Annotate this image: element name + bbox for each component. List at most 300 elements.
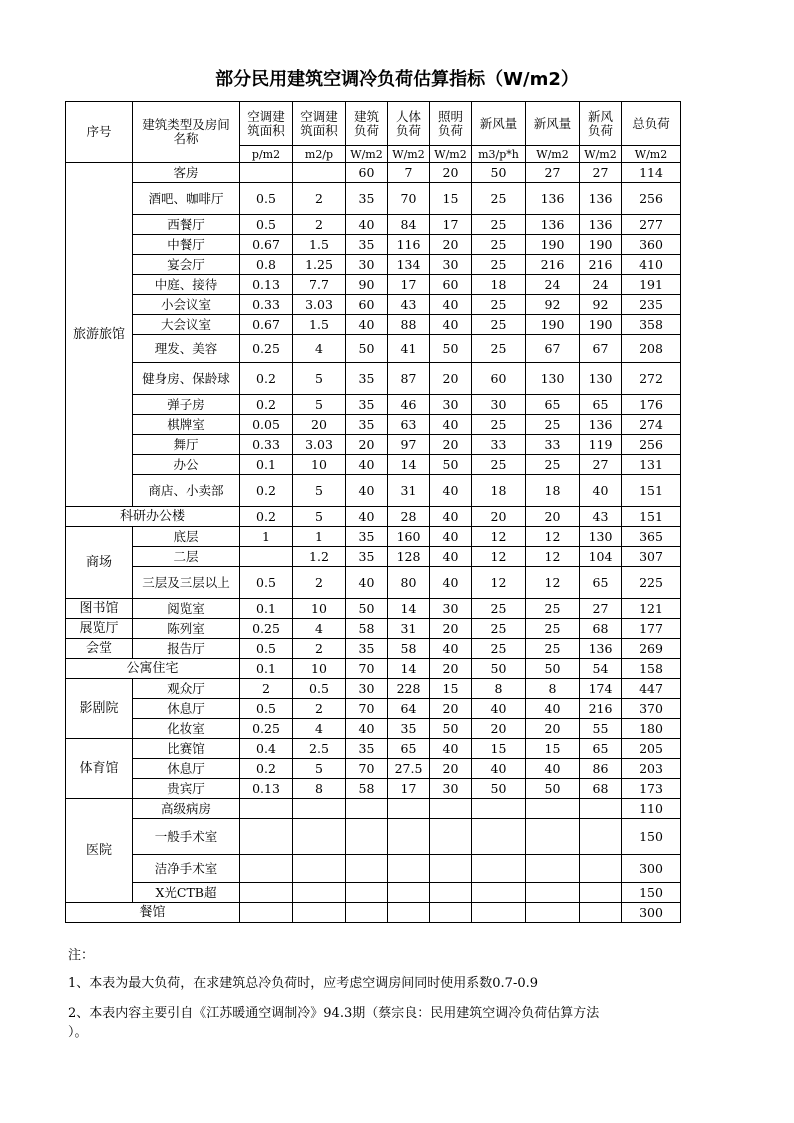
value-cell: 0.13	[240, 779, 293, 799]
value-cell	[526, 883, 580, 903]
value-cell	[388, 819, 430, 855]
category-cell: 体育馆	[66, 739, 133, 799]
value-cell: 25	[472, 215, 526, 235]
table-row	[66, 903, 681, 923]
value-cell	[526, 855, 580, 883]
value-cell: 0.5	[240, 567, 293, 599]
value-cell: 1.25	[293, 255, 346, 275]
room-name-cell: 洁净手术室	[133, 855, 240, 883]
value-cell: 1.5	[293, 235, 346, 255]
value-cell: 17	[430, 215, 472, 235]
category-cell: 科研办公楼	[66, 507, 240, 527]
value-cell	[430, 855, 472, 883]
value-cell: 4	[293, 719, 346, 739]
value-cell	[430, 799, 472, 819]
room-name-cell: 观众厅	[133, 679, 240, 699]
value-cell: 0.1	[240, 455, 293, 475]
value-cell: 68	[580, 779, 622, 799]
unit-cell-1: m2/p	[293, 146, 346, 163]
value-cell	[388, 903, 430, 923]
value-cell: 25	[472, 183, 526, 215]
value-cell: 358	[622, 315, 681, 335]
value-cell: 208	[622, 335, 681, 363]
value-cell	[430, 819, 472, 855]
value-cell: 17	[388, 275, 430, 295]
value-cell: 50	[430, 719, 472, 739]
value-cell: 180	[622, 719, 681, 739]
value-cell: 27	[580, 599, 622, 619]
header-col-2: 建筑 负荷	[346, 102, 388, 146]
value-cell: 27	[580, 455, 622, 475]
value-cell: 136	[526, 215, 580, 235]
value-cell: 14	[388, 455, 430, 475]
value-cell	[526, 799, 580, 819]
value-cell: 7	[388, 163, 430, 183]
value-cell: 50	[526, 779, 580, 799]
value-cell: 228	[388, 679, 430, 699]
value-cell: 40	[346, 507, 388, 527]
value-cell: 63	[388, 415, 430, 435]
load-index-table	[65, 101, 681, 923]
value-cell: 40	[430, 507, 472, 527]
value-cell: 60	[472, 363, 526, 395]
value-cell: 5	[293, 759, 346, 779]
value-cell: 35	[346, 363, 388, 395]
value-cell: 20	[472, 719, 526, 739]
value-cell: 20	[472, 507, 526, 527]
value-cell: 18	[526, 475, 580, 507]
value-cell: 0.25	[240, 619, 293, 639]
value-cell: 40	[430, 739, 472, 759]
room-name-cell: 化妆室	[133, 719, 240, 739]
value-cell: 30	[430, 395, 472, 415]
page-title: 部分民用建筑空调冷负荷估算指标（W/m2）	[215, 69, 579, 90]
value-cell	[388, 883, 430, 903]
value-cell: 110	[622, 799, 681, 819]
table-row	[66, 315, 681, 335]
value-cell: 150	[622, 883, 681, 903]
room-name-cell: 陈列室	[133, 619, 240, 639]
note-1: 1、本表为最大负荷，在求建筑总冷负荷时，应考虑空调房间同时使用系数0.7-0.9	[68, 976, 539, 991]
table-row	[66, 599, 681, 619]
value-cell: 130	[526, 363, 580, 395]
value-cell: 2	[293, 639, 346, 659]
value-cell: 1	[240, 527, 293, 547]
value-cell: 158	[622, 659, 681, 679]
value-cell: 20	[526, 719, 580, 739]
value-cell: 40	[430, 415, 472, 435]
table-row	[66, 295, 681, 315]
room-name-cell: 一般手术室	[133, 819, 240, 855]
value-cell: 0.33	[240, 435, 293, 455]
room-name-cell: 西餐厅	[133, 215, 240, 235]
value-cell: 35	[346, 183, 388, 215]
value-cell	[526, 819, 580, 855]
unit-cell-6: W/m2	[526, 146, 580, 163]
value-cell: 15	[472, 739, 526, 759]
value-cell: 150	[622, 819, 681, 855]
category-cell: 展览厅	[66, 619, 133, 639]
value-cell: 67	[580, 335, 622, 363]
value-cell: 30	[472, 395, 526, 415]
value-cell: 40	[580, 475, 622, 507]
room-name-cell: 弹子房	[133, 395, 240, 415]
value-cell: 300	[622, 855, 681, 883]
table-row	[66, 759, 681, 779]
value-cell: 116	[388, 235, 430, 255]
value-cell: 46	[388, 395, 430, 415]
value-cell: 65	[388, 739, 430, 759]
category-cell: 商场	[66, 527, 133, 599]
value-cell: 15	[430, 679, 472, 699]
header-col-7: 新风 负荷	[580, 102, 622, 146]
table-row	[66, 507, 681, 527]
value-cell: 114	[622, 163, 681, 183]
value-cell: 90	[346, 275, 388, 295]
value-cell: 190	[580, 315, 622, 335]
value-cell: 15	[430, 183, 472, 215]
header-col-4: 照明 负荷	[430, 102, 472, 146]
value-cell: 256	[622, 183, 681, 215]
value-cell: 8	[293, 779, 346, 799]
value-cell: 8	[526, 679, 580, 699]
value-cell: 88	[388, 315, 430, 335]
room-name-cell: 健身房、保龄球	[133, 363, 240, 395]
value-cell: 40	[430, 567, 472, 599]
value-cell: 30	[430, 779, 472, 799]
value-cell: 1.5	[293, 315, 346, 335]
value-cell: 0.67	[240, 235, 293, 255]
value-cell: 17	[388, 779, 430, 799]
value-cell: 300	[622, 903, 681, 923]
value-cell: 40	[430, 475, 472, 507]
value-cell: 365	[622, 527, 681, 547]
value-cell: 136	[580, 639, 622, 659]
value-cell: 20	[430, 235, 472, 255]
header-type: 建筑类型及房间 名称	[133, 102, 240, 163]
table-row	[66, 659, 681, 679]
value-cell: 40	[526, 699, 580, 719]
value-cell: 28	[388, 507, 430, 527]
table-row	[66, 335, 681, 363]
table-row	[66, 363, 681, 395]
value-cell	[472, 883, 526, 903]
value-cell: 190	[580, 235, 622, 255]
value-cell: 58	[388, 639, 430, 659]
value-cell: 54	[580, 659, 622, 679]
value-cell: 190	[526, 235, 580, 255]
value-cell: 68	[580, 619, 622, 639]
value-cell: 0.5	[240, 183, 293, 215]
value-cell	[240, 855, 293, 883]
value-cell	[580, 903, 622, 923]
room-name-cell: 商店、小卖部	[133, 475, 240, 507]
value-cell: 30	[430, 599, 472, 619]
value-cell: 50	[346, 335, 388, 363]
value-cell: 14	[388, 599, 430, 619]
value-cell: 0.33	[240, 295, 293, 315]
value-cell: 274	[622, 415, 681, 435]
value-cell: 25	[526, 639, 580, 659]
value-cell: 269	[622, 639, 681, 659]
table-row	[66, 779, 681, 799]
header-seq: 序号	[66, 102, 133, 163]
value-cell: 203	[622, 759, 681, 779]
value-cell: 30	[346, 679, 388, 699]
header-col-1: 空调建 筑面积	[293, 102, 346, 146]
value-cell	[346, 903, 388, 923]
value-cell	[293, 163, 346, 183]
header-col-5: 新风量	[472, 102, 526, 146]
value-cell: 41	[388, 335, 430, 363]
value-cell: 40	[472, 759, 526, 779]
value-cell: 58	[346, 779, 388, 799]
category-cell: 图书馆	[66, 599, 133, 619]
room-name-cell: 休息厅	[133, 759, 240, 779]
table-row	[66, 883, 681, 903]
value-cell: 80	[388, 567, 430, 599]
value-cell: 174	[580, 679, 622, 699]
value-cell	[472, 855, 526, 883]
value-cell: 27.5	[388, 759, 430, 779]
value-cell	[240, 163, 293, 183]
value-cell: 136	[580, 415, 622, 435]
value-cell	[472, 903, 526, 923]
value-cell: 35	[346, 235, 388, 255]
note-3: ）。	[68, 1025, 88, 1040]
table-row	[66, 415, 681, 435]
value-cell: 7.7	[293, 275, 346, 295]
value-cell	[346, 883, 388, 903]
table-row	[66, 163, 681, 183]
value-cell: 0.1	[240, 659, 293, 679]
value-cell: 131	[622, 455, 681, 475]
value-cell: 64	[388, 699, 430, 719]
value-cell: 216	[580, 255, 622, 275]
value-cell: 40	[526, 759, 580, 779]
value-cell: 190	[526, 315, 580, 335]
category-cell: 餐馆	[66, 903, 240, 923]
value-cell	[580, 799, 622, 819]
value-cell: 0.5	[293, 679, 346, 699]
table-row	[66, 639, 681, 659]
value-cell: 31	[388, 475, 430, 507]
value-cell: 256	[622, 435, 681, 455]
value-cell	[580, 819, 622, 855]
header-row	[66, 102, 681, 146]
value-cell: 0.2	[240, 507, 293, 527]
value-cell: 40	[346, 719, 388, 739]
table-row	[66, 395, 681, 415]
value-cell	[430, 883, 472, 903]
room-name-cell: 高级病房	[133, 799, 240, 819]
room-name-cell: 阅览室	[133, 599, 240, 619]
category-cell: 会堂	[66, 639, 133, 659]
value-cell: 0.5	[240, 639, 293, 659]
unit-cell-4: W/m2	[430, 146, 472, 163]
value-cell: 12	[472, 567, 526, 599]
value-cell: 92	[580, 295, 622, 315]
table-row	[66, 567, 681, 599]
value-cell: 86	[580, 759, 622, 779]
value-cell: 35	[346, 739, 388, 759]
value-cell	[240, 799, 293, 819]
value-cell	[293, 819, 346, 855]
value-cell: 104	[580, 547, 622, 567]
value-cell: 177	[622, 619, 681, 639]
value-cell: 5	[293, 475, 346, 507]
value-cell: 3.03	[293, 295, 346, 315]
value-cell: 25	[472, 335, 526, 363]
category-cell: 旅游旅馆	[66, 163, 133, 507]
value-cell: 191	[622, 275, 681, 295]
value-cell: 10	[293, 455, 346, 475]
value-cell: 30	[346, 255, 388, 275]
value-cell: 60	[430, 275, 472, 295]
value-cell: 50	[346, 599, 388, 619]
value-cell: 35	[346, 547, 388, 567]
value-cell: 70	[346, 759, 388, 779]
value-cell: 216	[526, 255, 580, 275]
value-cell: 58	[346, 619, 388, 639]
table-row	[66, 679, 681, 699]
room-name-cell: 舞厅	[133, 435, 240, 455]
table-row	[66, 719, 681, 739]
value-cell: 151	[622, 507, 681, 527]
room-name-cell: 棋牌室	[133, 415, 240, 435]
unit-cell-2: W/m2	[346, 146, 388, 163]
value-cell	[240, 883, 293, 903]
value-cell: 136	[580, 183, 622, 215]
room-name-cell: 休息厅	[133, 699, 240, 719]
value-cell: 27	[580, 163, 622, 183]
value-cell: 20	[430, 619, 472, 639]
value-cell: 0.2	[240, 759, 293, 779]
value-cell	[240, 819, 293, 855]
value-cell: 20	[430, 759, 472, 779]
value-cell: 2.5	[293, 739, 346, 759]
value-cell: 136	[526, 183, 580, 215]
unit-cell-5: m3/p*h	[472, 146, 526, 163]
header-col-6: 新风量	[526, 102, 580, 146]
value-cell: 12	[526, 547, 580, 567]
value-cell: 0.4	[240, 739, 293, 759]
value-cell: 12	[472, 547, 526, 567]
room-name-cell: 理发、美容	[133, 335, 240, 363]
value-cell: 2	[293, 183, 346, 215]
value-cell	[293, 799, 346, 819]
room-name-cell: 小会议室	[133, 295, 240, 315]
value-cell: 173	[622, 779, 681, 799]
value-cell: 40	[430, 295, 472, 315]
table-row	[66, 435, 681, 455]
value-cell: 40	[346, 215, 388, 235]
value-cell: 70	[346, 659, 388, 679]
value-cell: 20	[430, 163, 472, 183]
value-cell: 35	[346, 395, 388, 415]
category-cell: 医院	[66, 799, 133, 903]
value-cell: 40	[430, 315, 472, 335]
value-cell: 0.2	[240, 395, 293, 415]
value-cell: 50	[472, 779, 526, 799]
value-cell: 25	[472, 599, 526, 619]
value-cell: 30	[430, 255, 472, 275]
room-name-cell: 三层及三层以上	[133, 567, 240, 599]
value-cell: 5	[293, 395, 346, 415]
value-cell: 12	[472, 527, 526, 547]
value-cell: 67	[526, 335, 580, 363]
value-cell: 4	[293, 619, 346, 639]
value-cell: 25	[472, 255, 526, 275]
table-row	[66, 855, 681, 883]
value-cell	[472, 799, 526, 819]
value-cell: 25	[472, 295, 526, 315]
table-row	[66, 215, 681, 235]
value-cell: 12	[526, 567, 580, 599]
room-name-cell: 贵宾厅	[133, 779, 240, 799]
value-cell: 0.2	[240, 475, 293, 507]
value-cell: 35	[346, 415, 388, 435]
value-cell: 20	[526, 507, 580, 527]
value-cell: 65	[526, 395, 580, 415]
value-cell	[580, 855, 622, 883]
value-cell: 20	[430, 435, 472, 455]
value-cell	[472, 819, 526, 855]
value-cell: 33	[472, 435, 526, 455]
value-cell: 35	[388, 719, 430, 739]
room-name-cell: 报告厅	[133, 639, 240, 659]
value-cell: 40	[346, 567, 388, 599]
value-cell: 0.2	[240, 363, 293, 395]
value-cell: 35	[346, 527, 388, 547]
table-row	[66, 547, 681, 567]
value-cell: 4	[293, 335, 346, 363]
value-cell: 25	[472, 235, 526, 255]
value-cell: 307	[622, 547, 681, 567]
room-name-cell: 大会议室	[133, 315, 240, 335]
value-cell: 10	[293, 659, 346, 679]
table-row	[66, 183, 681, 215]
value-cell	[346, 819, 388, 855]
value-cell: 5	[293, 363, 346, 395]
value-cell: 136	[580, 215, 622, 235]
value-cell: 60	[346, 295, 388, 315]
value-cell: 40	[346, 315, 388, 335]
table-row	[66, 455, 681, 475]
value-cell: 25	[472, 455, 526, 475]
value-cell: 25	[526, 415, 580, 435]
value-cell: 121	[622, 599, 681, 619]
value-cell: 50	[472, 163, 526, 183]
value-cell: 43	[388, 295, 430, 315]
value-cell: 65	[580, 739, 622, 759]
value-cell: 20	[430, 659, 472, 679]
value-cell: 272	[622, 363, 681, 395]
value-cell: 20	[430, 699, 472, 719]
value-cell: 18	[472, 275, 526, 295]
table-row	[66, 275, 681, 295]
value-cell: 14	[388, 659, 430, 679]
value-cell	[346, 855, 388, 883]
value-cell: 0.8	[240, 255, 293, 275]
value-cell: 0.1	[240, 599, 293, 619]
value-cell: 25	[472, 415, 526, 435]
value-cell: 0.5	[240, 215, 293, 235]
room-name-cell: 客房	[133, 163, 240, 183]
value-cell: 50	[526, 659, 580, 679]
value-cell: 25	[526, 619, 580, 639]
value-cell: 20	[346, 435, 388, 455]
